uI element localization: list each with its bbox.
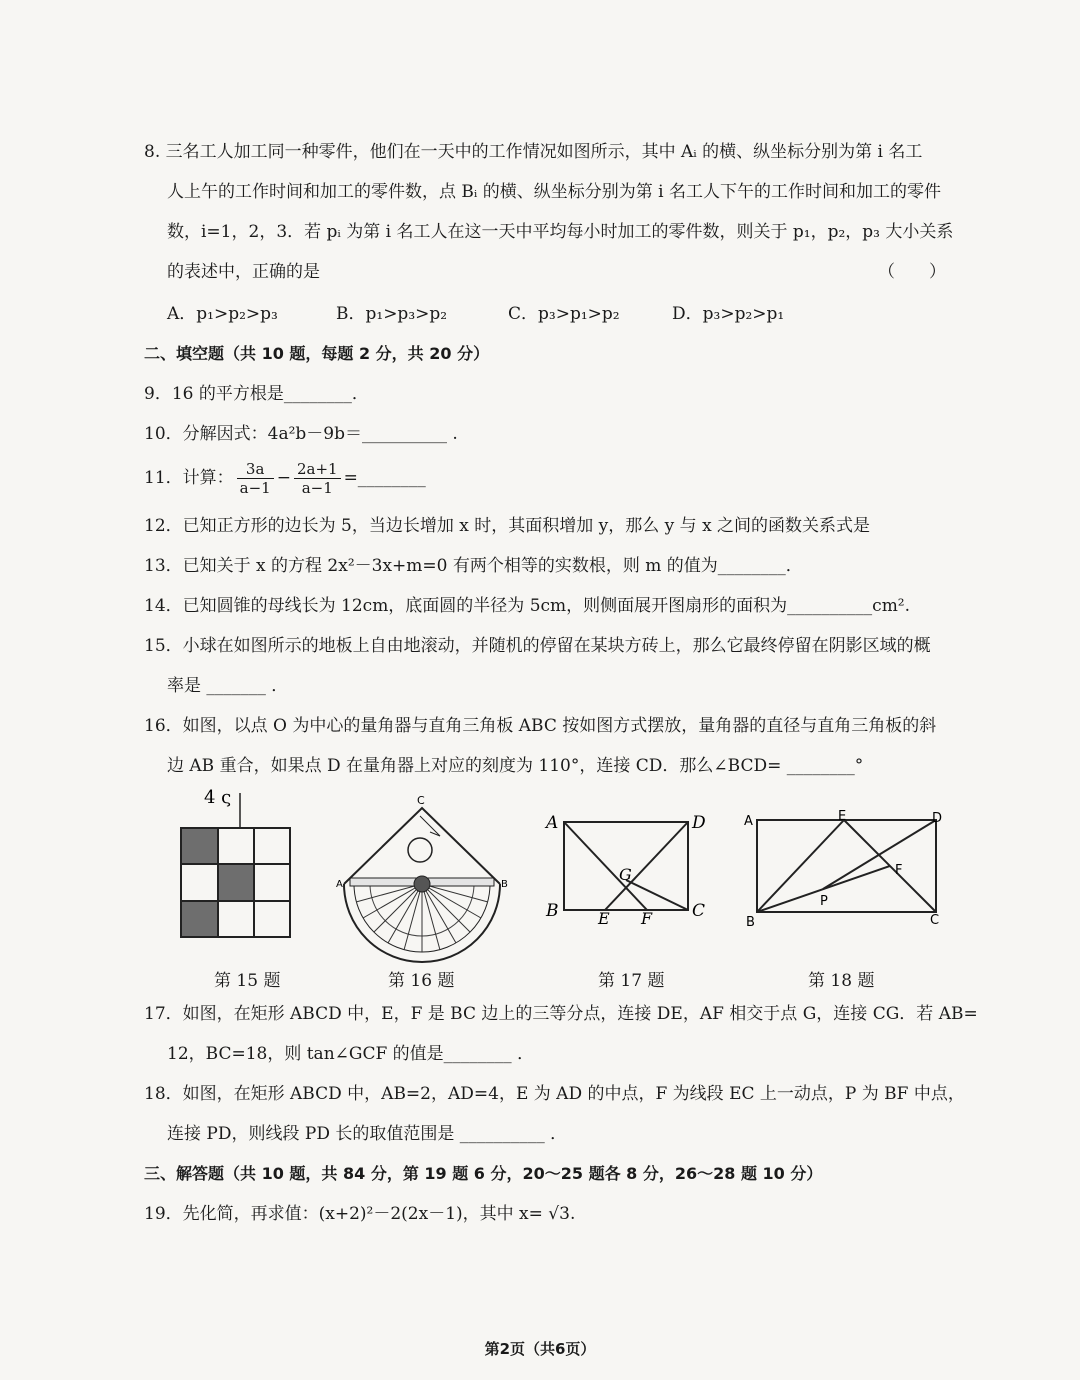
figure-18-label-e: E xyxy=(838,809,847,824)
q11-frac2-numerator: 2a+1 xyxy=(294,460,341,479)
figure-16-label-a: A xyxy=(336,879,343,890)
q17-line1: 17．如图，在矩形 ABCD 中，E，F 是 BC 边上的三等分点，连接 DE，AF 相交于点 G，连接 CG．若 AB= xyxy=(144,1004,978,1024)
q17-line2: 12，BC=18，则 tan∠GCF 的值是________ ． xyxy=(167,1044,535,1064)
section2-title: 二、填空题（共 10 题，每题 2 分，共 20 分） xyxy=(144,344,490,363)
figure-17-label-e: E xyxy=(598,909,610,928)
q15-line1: 15．小球在如图所示的地板上自由地滚动，并随机的停留在某块方砖上，那么它最终停留在阴影区域的概 xyxy=(144,636,931,656)
figure-17-label-g: G xyxy=(619,865,632,884)
q9: 9．16 的平方根是________． xyxy=(144,384,369,404)
figure-18-label-c: C xyxy=(930,913,940,928)
figure-15-handwriting: 4 ς xyxy=(204,787,232,808)
caption-figure-15: 第 15 题 xyxy=(214,971,281,991)
figure-18-label-b: B xyxy=(746,915,755,930)
caption-figure-17: 第 17 题 xyxy=(598,971,665,991)
q11-minus: − xyxy=(276,468,291,488)
q11-fraction-2 xyxy=(294,460,341,497)
q8-option-c: C．p₃>p₁>p₂ xyxy=(508,304,620,324)
q11-frac1-numerator: 3a xyxy=(237,460,274,479)
q8-option-a: A．p₁>p₂>p₃ xyxy=(167,304,278,324)
q8-option-d: D．p₃>p₂>p₁ xyxy=(672,304,785,324)
figure-18-label-d: D xyxy=(932,811,943,826)
figure-17-label-c: C xyxy=(692,901,706,921)
figure-16-protractor-triangle xyxy=(332,788,512,968)
q18-line2: 连接 PD，则线段 PD 长的取值范围是 __________ ． xyxy=(167,1124,568,1144)
q16-line1: 16．如图，以点 O 为中心的量角器与直角三角板 ABC 按如图方式摆放，量角器的直径与直角三角板的斜 xyxy=(144,716,937,736)
q10: 10．分解因式：4a²b－9b＝__________ . xyxy=(144,424,458,444)
q8-line1: 8. 三名工人加工同一种零件，他们在一天中的工作情况如图所示，其中 Aᵢ 的横、纵坐标分别为第 i 名工 xyxy=(144,142,923,162)
figure-17-label-b: B xyxy=(546,901,559,921)
q8-answer-bracket: （ ） xyxy=(878,262,946,282)
q8-line2: 人上午的工作时间和加工的零件数，点 Bᵢ 的横、纵坐标分别为第 i 名工人下午的工作时间和加工的零件 xyxy=(167,182,941,202)
figure-16-label-b: B xyxy=(501,879,508,890)
q19: 19．先化简，再求值：(x+2)²－2(2x－1)，其中 x= √3. xyxy=(144,1204,576,1224)
figure-17-label-a: A xyxy=(546,813,559,833)
figure-17-rectangle xyxy=(540,808,720,933)
q11-frac2-denominator: a−1 xyxy=(301,479,333,497)
q11-frac1-denominator: a−1 xyxy=(239,479,271,497)
q13: 13．已知关于 x 的方程 2x²－3x+m=0 有两个相等的实数根，则 m 的值为________． xyxy=(144,556,803,576)
figure-15-tile-grid xyxy=(170,785,300,945)
figure-18-lines xyxy=(757,820,936,912)
q16-line2: 边 AB 重合，如果点 D 在量角器上对应的刻度为 110°，连接 CD．那么∠BCD= ________° xyxy=(167,756,864,776)
figure-17-label-f: F xyxy=(641,909,653,928)
figure-17-label-d: D xyxy=(692,813,706,833)
q15-line2: 率是 _______ ． xyxy=(167,676,289,696)
q8-line3: 数，i=1，2，3．若 pᵢ 为第 i 名工人在这一天中平均每小时加工的零件数，则关于 p₁，p₂，p₃ 大小关系 xyxy=(167,222,954,242)
section3-title: 三、解答题（共 10 题，共 84 分，第 19 题 6 分，20～25 题各 8 分，26～28 题 10 分） xyxy=(144,1164,823,1183)
figure-18-label-p: P xyxy=(820,894,828,909)
figure-18-label-a: A xyxy=(744,814,753,829)
figure-18-rectangle xyxy=(740,806,950,936)
q8-line4: 的表述中，正确的是 xyxy=(167,262,320,282)
q11-fraction-1 xyxy=(237,460,274,497)
caption-figure-16: 第 16 题 xyxy=(388,971,455,991)
q14: 14．已知圆锥的母线长为 12cm，底面圆的半径为 5cm，则侧面展开图扇形的面积为__________cm². xyxy=(144,596,911,616)
q11-prefix: 11．计算： xyxy=(144,468,234,488)
caption-figure-18: 第 18 题 xyxy=(808,971,875,991)
figure-16-triangle xyxy=(344,808,500,884)
figure-16-label-c: C xyxy=(417,794,425,807)
q18-line1: 18．如图，在矩形 ABCD 中，AB=2，AD=4，E 为 AD 的中点，F 为线段 EC 上一动点，P 为 BF 中点， xyxy=(144,1084,965,1104)
q11-suffix: =________ xyxy=(343,468,426,488)
q11 xyxy=(144,460,426,497)
figure-16-protractor xyxy=(344,876,500,962)
figure-18-label-f: F xyxy=(895,863,903,878)
q8-option-b: B．p₁>p₃>p₂ xyxy=(336,304,448,324)
page-footer: 第2页（共6页） xyxy=(484,1340,596,1358)
q12: 12．已知正方形的边长为 5，当边长增加 x 时，其面积增加 y，那么 y 与 x 之间的函数关系式是 xyxy=(144,516,871,536)
